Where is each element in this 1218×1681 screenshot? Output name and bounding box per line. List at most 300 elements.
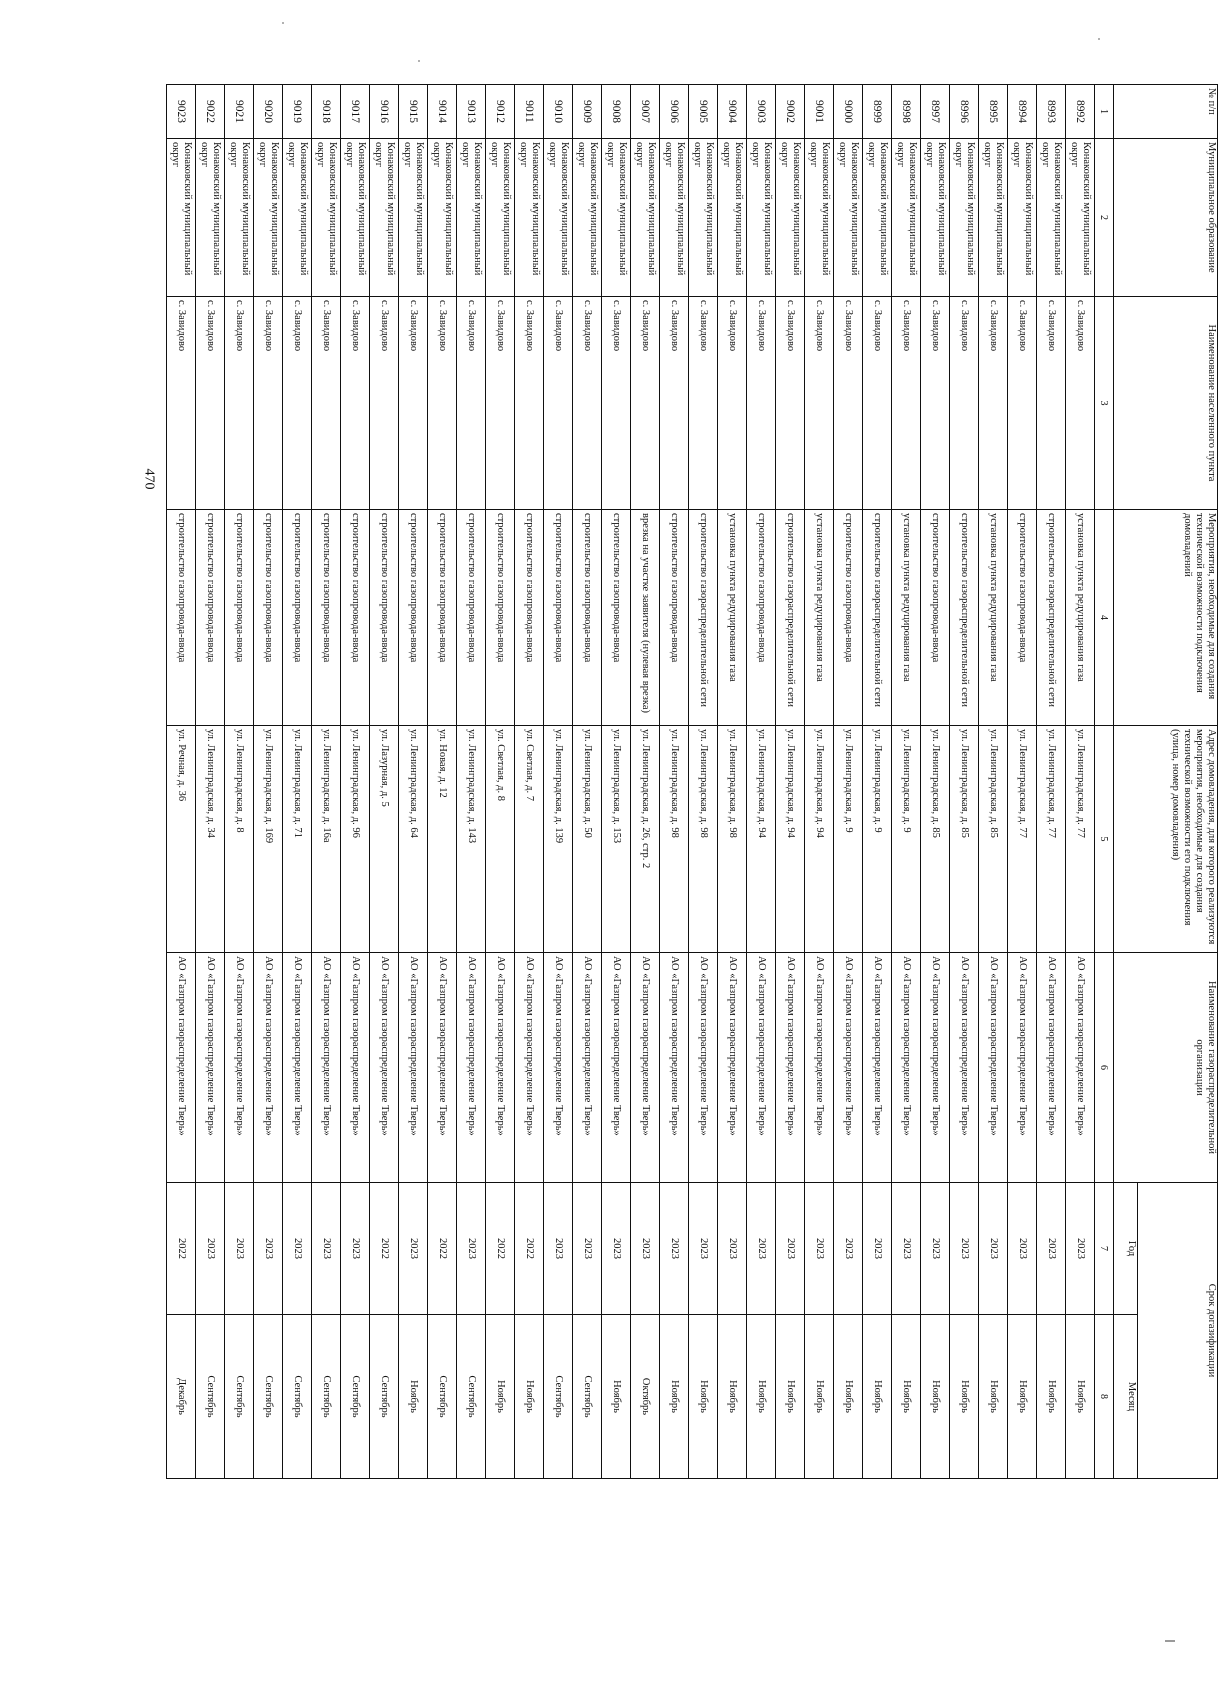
organization-cell: АО «Газпром газораспределение Тверь» — [167, 953, 196, 1183]
municipality-cell: Конаковский муниципальный округ — [428, 139, 457, 297]
address-cell: ул. Речная, д. 36 — [167, 726, 196, 953]
row-number-cell: 8992 — [1066, 85, 1095, 139]
table-row — [776, 85, 805, 1479]
municipality-cell: Конаковский муниципальный округ — [225, 139, 254, 297]
row-number-cell: 9013 — [457, 85, 486, 139]
month-cell: Ноябрь — [979, 1315, 1008, 1479]
month-cell: Ноябрь — [863, 1315, 892, 1479]
settlement-cell: с. Завидово — [167, 297, 196, 510]
address-cell: ул. Ленинградская, д. 34 — [196, 726, 225, 953]
settlement-cell: с. Завидово — [631, 297, 660, 510]
month-cell: Октябрь — [631, 1315, 660, 1479]
municipality-cell: Конаковский муниципальный округ — [370, 139, 399, 297]
measure-cell: строительство газопровода-ввода — [399, 510, 428, 726]
municipality-cell: Конаковский муниципальный округ — [457, 139, 486, 297]
settlement-cell: с. Завидово — [776, 297, 805, 510]
month-cell: Сентябрь — [312, 1315, 341, 1479]
scan-speck — [1098, 38, 1100, 40]
year-cell: 2023 — [573, 1183, 602, 1315]
month-cell: Сентябрь — [341, 1315, 370, 1479]
settlement-cell: с. Завидово — [457, 297, 486, 510]
table-row — [167, 85, 196, 1479]
measure-cell: строительство газопровода-ввода — [341, 510, 370, 726]
header-measures: Мероприятия, необходимые для создания технической возможности подключения домовладений — [1114, 510, 1218, 726]
header-month: Месяц — [1114, 1315, 1138, 1479]
municipality-cell: Конаковский муниципальный округ — [718, 139, 747, 297]
month-cell: Ноябрь — [1066, 1315, 1095, 1479]
table-row — [834, 85, 863, 1479]
municipality-cell: Конаковский муниципальный округ — [747, 139, 776, 297]
month-cell: Ноябрь — [834, 1315, 863, 1479]
address-cell: ул. Ленинградская, д. 143 — [457, 726, 486, 953]
organization-cell: АО «Газпром газораспределение Тверь» — [979, 953, 1008, 1183]
municipality-cell: Конаковский муниципальный округ — [515, 139, 544, 297]
month-cell: Сентябрь — [254, 1315, 283, 1479]
settlement-cell: с. Завидово — [747, 297, 776, 510]
table-row — [254, 85, 283, 1479]
month-cell: Ноябрь — [660, 1315, 689, 1479]
year-cell: 2023 — [196, 1183, 225, 1315]
year-cell: 2023 — [1008, 1183, 1037, 1315]
header-settlement: Наименование населенного пункта — [1114, 297, 1218, 510]
row-number-cell: 9014 — [428, 85, 457, 139]
measure-cell: строительство газопровода-ввода — [457, 510, 486, 726]
municipality-cell: Конаковский муниципальный округ — [689, 139, 718, 297]
municipality-cell: Конаковский муниципальный округ — [602, 139, 631, 297]
measure-cell: строительство газопровода-ввода — [921, 510, 950, 726]
gasification-table — [166, 84, 1218, 1479]
table-body — [167, 85, 1095, 1479]
measure-cell: строительство газопровода-ввода — [544, 510, 573, 726]
header-organization: Наименование газораспределительной организации — [1114, 953, 1218, 1183]
table-row — [370, 85, 399, 1479]
address-cell: ул. Ленинградская, д. 16а — [312, 726, 341, 953]
municipality-cell: Конаковский муниципальный округ — [573, 139, 602, 297]
year-cell: 2023 — [805, 1183, 834, 1315]
settlement-cell: с. Завидово — [689, 297, 718, 510]
settlement-cell: с. Завидово — [573, 297, 602, 510]
table-row — [283, 85, 312, 1479]
organization-cell: АО «Газпром газораспределение Тверь» — [283, 953, 312, 1183]
organization-cell: АО «Газпром газораспределение Тверь» — [863, 953, 892, 1183]
table-row — [1037, 85, 1066, 1479]
measure-cell: строительство газораспределительной сети — [689, 510, 718, 726]
measure-cell: врезка на участке заявителя (нулевая врезка) — [631, 510, 660, 726]
month-cell: Ноябрь — [747, 1315, 776, 1479]
table-row — [863, 85, 892, 1479]
municipality-cell: Конаковский муниципальный округ — [341, 139, 370, 297]
municipality-cell: Конаковский муниципальный округ — [254, 139, 283, 297]
table-row — [225, 85, 254, 1479]
column-number: 1 — [1095, 85, 1114, 139]
address-cell: ул. Ленинградская, д. 96 — [341, 726, 370, 953]
row-number-cell: 9002 — [776, 85, 805, 139]
address-cell: ул. Ленинградская, д. 153 — [602, 726, 631, 953]
year-cell: 2023 — [718, 1183, 747, 1315]
organization-cell: АО «Газпром газораспределение Тверь» — [225, 953, 254, 1183]
table-row — [979, 85, 1008, 1479]
address-cell: ул. Ленинградская, д. 98 — [718, 726, 747, 953]
table-row — [602, 85, 631, 1479]
settlement-cell: с. Завидово — [196, 297, 225, 510]
table-row — [457, 85, 486, 1479]
address-cell: ул. Ленинградская, д. 9 — [892, 726, 921, 953]
table-row — [399, 85, 428, 1479]
address-cell: ул. Ленинградская, д. 64 — [399, 726, 428, 953]
month-cell: Ноябрь — [399, 1315, 428, 1479]
year-cell: 2023 — [950, 1183, 979, 1315]
measure-cell: строительство газораспределительной сети — [776, 510, 805, 726]
municipality-cell: Конаковский муниципальный округ — [167, 139, 196, 297]
measure-cell: строительство газопровода-ввода — [225, 510, 254, 726]
row-number-cell: 9022 — [196, 85, 225, 139]
municipality-cell: Конаковский муниципальный округ — [399, 139, 428, 297]
measure-cell: строительство газопровода-ввода — [254, 510, 283, 726]
table-row — [1008, 85, 1037, 1479]
municipality-cell: Конаковский муниципальный округ — [1037, 139, 1066, 297]
measure-cell: строительство газопровода-ввода — [1008, 510, 1037, 726]
measure-cell: установка пункта редуцирования газа — [718, 510, 747, 726]
address-cell: ул. Ленинградская, д. 94 — [805, 726, 834, 953]
address-cell: ул. Новая, д. 12 — [428, 726, 457, 953]
month-cell: Ноябрь — [602, 1315, 631, 1479]
organization-cell: АО «Газпром газораспределение Тверь» — [834, 953, 863, 1183]
municipality-cell: Конаковский муниципальный округ — [196, 139, 225, 297]
month-cell: Ноябрь — [921, 1315, 950, 1479]
measure-cell: установка пункта редуцирования газа — [979, 510, 1008, 726]
header-year: Год — [1114, 1183, 1138, 1315]
settlement-cell: с. Завидово — [834, 297, 863, 510]
month-cell: Сентябрь — [225, 1315, 254, 1479]
organization-cell: АО «Газпром газораспределение Тверь» — [341, 953, 370, 1183]
settlement-cell: с. Завидово — [863, 297, 892, 510]
settlement-cell: с. Завидово — [283, 297, 312, 510]
header-number: № п/п — [1114, 85, 1218, 139]
row-number-cell: 9018 — [312, 85, 341, 139]
measure-cell: строительство газопровода-ввода — [660, 510, 689, 726]
table-row — [573, 85, 602, 1479]
year-cell: 2022 — [370, 1183, 399, 1315]
month-cell: Сентябрь — [283, 1315, 312, 1479]
measure-cell: строительство газопровода-ввода — [370, 510, 399, 726]
organization-cell: АО «Газпром газораспределение Тверь» — [776, 953, 805, 1183]
municipality-cell: Конаковский муниципальный округ — [486, 139, 515, 297]
measure-cell: строительство газораспределительной сети — [950, 510, 979, 726]
year-cell: 2023 — [312, 1183, 341, 1315]
settlement-cell: с. Завидово — [312, 297, 341, 510]
settlement-cell: с. Завидово — [544, 297, 573, 510]
row-number-cell: 8995 — [979, 85, 1008, 139]
column-number: 6 — [1095, 953, 1114, 1183]
row-number-cell: 9004 — [718, 85, 747, 139]
organization-cell: АО «Газпром газораспределение Тверь» — [196, 953, 225, 1183]
municipality-cell: Конаковский муниципальный округ — [834, 139, 863, 297]
row-number-cell: 8996 — [950, 85, 979, 139]
column-number: 3 — [1095, 297, 1114, 510]
organization-cell: АО «Газпром газораспределение Тверь» — [950, 953, 979, 1183]
rotated-sheet — [171, 84, 1218, 1478]
municipality-cell: Конаковский муниципальный округ — [1066, 139, 1095, 297]
year-cell: 2023 — [631, 1183, 660, 1315]
address-cell: ул. Ленинградская, д. 85 — [950, 726, 979, 953]
scan-speck — [1165, 1640, 1175, 1642]
month-cell: Сентябрь — [457, 1315, 486, 1479]
organization-cell: АО «Газпром газораспределение Тверь» — [689, 953, 718, 1183]
year-cell: 2023 — [776, 1183, 805, 1315]
table-row — [515, 85, 544, 1479]
table-row — [486, 85, 515, 1479]
organization-cell: АО «Газпром газораспределение Тверь» — [631, 953, 660, 1183]
year-cell: 2022 — [515, 1183, 544, 1315]
organization-cell: АО «Газпром газораспределение Тверь» — [805, 953, 834, 1183]
header-address: Адрес домовладения, для которого реализуются мероприятия, необходимые для создания технической возможности его подключения (улица, номер домовладения) — [1114, 726, 1218, 953]
measure-cell: строительство газопровода-ввода — [602, 510, 631, 726]
address-cell: ул. Светлая, д. 8 — [486, 726, 515, 953]
row-number-cell: 8993 — [1037, 85, 1066, 139]
municipality-cell: Конаковский муниципальный округ — [892, 139, 921, 297]
row-number-cell: 9010 — [544, 85, 573, 139]
municipality-cell: Конаковский муниципальный округ — [805, 139, 834, 297]
address-cell: ул. Ленинградская, д. 71 — [283, 726, 312, 953]
table-row — [950, 85, 979, 1479]
organization-cell: АО «Газпром газораспределение Тверь» — [921, 953, 950, 1183]
settlement-cell: с. Завидово — [486, 297, 515, 510]
settlement-cell: с. Завидово — [1066, 297, 1095, 510]
column-number: 7 — [1095, 1183, 1114, 1315]
table-row — [689, 85, 718, 1479]
table-row — [544, 85, 573, 1479]
address-cell: ул. Ленинградская, д. 77 — [1066, 726, 1095, 953]
address-cell: ул. Лазурная, д. 5 — [370, 726, 399, 953]
month-cell: Ноябрь — [892, 1315, 921, 1479]
scan-speck — [418, 60, 420, 62]
month-cell: Сентябрь — [428, 1315, 457, 1479]
measure-cell: строительство газопровода-ввода — [486, 510, 515, 726]
settlement-cell: с. Завидово — [428, 297, 457, 510]
year-cell: 2023 — [892, 1183, 921, 1315]
municipality-cell: Конаковский муниципальный округ — [312, 139, 341, 297]
month-cell: Ноябрь — [950, 1315, 979, 1479]
header-municipality: Муниципальное образование — [1114, 139, 1218, 297]
measure-cell: строительство газопровода-ввода — [196, 510, 225, 726]
organization-cell: АО «Газпром газораспределение Тверь» — [660, 953, 689, 1183]
table-row — [747, 85, 776, 1479]
address-cell: ул. Ленинградская, д. 85 — [921, 726, 950, 953]
organization-cell: АО «Газпром газораспределение Тверь» — [747, 953, 776, 1183]
column-number: 5 — [1095, 726, 1114, 953]
month-cell: Ноябрь — [486, 1315, 515, 1479]
measure-cell: строительство газораспределительной сети — [1037, 510, 1066, 726]
table-row — [892, 85, 921, 1479]
row-number-cell: 9015 — [399, 85, 428, 139]
address-cell: ул. Ленинградская, д. 77 — [1037, 726, 1066, 953]
row-number-cell: 9005 — [689, 85, 718, 139]
address-cell: ул. Ленинградская, д. 169 — [254, 726, 283, 953]
month-cell: Ноябрь — [776, 1315, 805, 1479]
organization-cell: АО «Газпром газораспределение Тверь» — [1037, 953, 1066, 1183]
address-cell: ул. Ленинградская, д. 77 — [1008, 726, 1037, 953]
table-row — [312, 85, 341, 1479]
organization-cell: АО «Газпром газораспределение Тверь» — [602, 953, 631, 1183]
address-cell: ул. Ленинградская, д. 9 — [834, 726, 863, 953]
row-number-cell: 9009 — [573, 85, 602, 139]
organization-cell: АО «Газпром газораспределение Тверь» — [457, 953, 486, 1183]
organization-cell: АО «Газпром газораспределение Тверь» — [1008, 953, 1037, 1183]
month-cell: Сентябрь — [544, 1315, 573, 1479]
column-number: 2 — [1095, 139, 1114, 297]
municipality-cell: Конаковский муниципальный округ — [283, 139, 312, 297]
month-cell: Декабрь — [167, 1315, 196, 1479]
settlement-cell: с. Завидово — [225, 297, 254, 510]
year-cell: 2022 — [167, 1183, 196, 1315]
table-row — [631, 85, 660, 1479]
measure-cell: строительство газопровода-ввода — [747, 510, 776, 726]
municipality-cell: Конаковский муниципальный округ — [979, 139, 1008, 297]
organization-cell: АО «Газпром газораспределение Тверь» — [399, 953, 428, 1183]
row-number-cell: 9021 — [225, 85, 254, 139]
row-number-cell: 9006 — [660, 85, 689, 139]
table-row — [921, 85, 950, 1479]
row-number-cell: 9007 — [631, 85, 660, 139]
municipality-cell: Конаковский муниципальный округ — [950, 139, 979, 297]
row-number-cell: 8997 — [921, 85, 950, 139]
address-cell: ул. Ленинградская, д. 98 — [689, 726, 718, 953]
month-cell: Ноябрь — [805, 1315, 834, 1479]
year-cell: 2023 — [863, 1183, 892, 1315]
table-row — [428, 85, 457, 1479]
row-number-cell: 8999 — [863, 85, 892, 139]
column-number: 4 — [1095, 510, 1114, 726]
month-cell: Сентябрь — [573, 1315, 602, 1479]
settlement-cell: с. Завидово — [660, 297, 689, 510]
settlement-cell: с. Завидово — [515, 297, 544, 510]
year-cell: 2023 — [283, 1183, 312, 1315]
settlement-cell: с. Завидово — [1008, 297, 1037, 510]
row-number-cell: 9008 — [602, 85, 631, 139]
row-number-cell: 9019 — [283, 85, 312, 139]
settlement-cell: с. Завидово — [254, 297, 283, 510]
municipality-cell: Конаковский муниципальный округ — [863, 139, 892, 297]
measure-cell: строительство газопровода-ввода — [834, 510, 863, 726]
year-cell: 2023 — [689, 1183, 718, 1315]
table-row — [1066, 85, 1095, 1479]
organization-cell: АО «Газпром газораспределение Тверь» — [892, 953, 921, 1183]
table-row — [660, 85, 689, 1479]
address-cell: ул. Светлая, д. 7 — [515, 726, 544, 953]
measure-cell: установка пункта редуцирования газа — [1066, 510, 1095, 726]
settlement-cell: с. Завидово — [950, 297, 979, 510]
month-cell: Ноябрь — [1037, 1315, 1066, 1479]
row-number-cell: 9017 — [341, 85, 370, 139]
table-row — [805, 85, 834, 1479]
measure-cell: строительство газопровода-ввода — [312, 510, 341, 726]
row-number-cell: 8994 — [1008, 85, 1037, 139]
settlement-cell: с. Завидово — [805, 297, 834, 510]
column-number: 8 — [1095, 1315, 1114, 1479]
settlement-cell: с. Завидово — [341, 297, 370, 510]
settlement-cell: с. Завидово — [1037, 297, 1066, 510]
year-cell: 2023 — [660, 1183, 689, 1315]
table-row — [341, 85, 370, 1479]
organization-cell: АО «Газпром газораспределение Тверь» — [718, 953, 747, 1183]
settlement-cell: с. Завидово — [921, 297, 950, 510]
year-cell: 2023 — [602, 1183, 631, 1315]
year-cell: 2023 — [341, 1183, 370, 1315]
municipality-cell: Конаковский муниципальный округ — [544, 139, 573, 297]
year-cell: 2023 — [544, 1183, 573, 1315]
organization-cell: АО «Газпром газораспределение Тверь» — [486, 953, 515, 1183]
municipality-cell: Конаковский муниципальный округ — [1008, 139, 1037, 297]
address-cell: ул. Ленинградская, д. 9 — [863, 726, 892, 953]
row-number-cell: 9012 — [486, 85, 515, 139]
page-number: 470 — [141, 468, 157, 490]
settlement-cell: с. Завидово — [370, 297, 399, 510]
organization-cell: АО «Газпром газораспределение Тверь» — [428, 953, 457, 1183]
settlement-cell: с. Завидово — [399, 297, 428, 510]
organization-cell: АО «Газпром газораспределение Тверь» — [312, 953, 341, 1183]
column-number-row — [1095, 85, 1114, 1479]
municipality-cell: Конаковский муниципальный округ — [631, 139, 660, 297]
measure-cell: строительство газопровода-ввода — [428, 510, 457, 726]
row-number-cell: 9016 — [370, 85, 399, 139]
year-cell: 2023 — [747, 1183, 776, 1315]
municipality-cell: Конаковский муниципальный округ — [660, 139, 689, 297]
year-cell: 2023 — [1037, 1183, 1066, 1315]
month-cell: Ноябрь — [1008, 1315, 1037, 1479]
address-cell: ул. Ленинградская, д. 50 — [573, 726, 602, 953]
year-cell: 2023 — [979, 1183, 1008, 1315]
organization-cell: АО «Газпром газораспределение Тверь» — [370, 953, 399, 1183]
measure-cell: строительство газопровода-ввода — [515, 510, 544, 726]
row-number-cell: 9000 — [834, 85, 863, 139]
address-cell: ул. Ленинградская, д. 94 — [776, 726, 805, 953]
measure-cell: строительство газораспределительной сети — [863, 510, 892, 726]
year-cell: 2022 — [428, 1183, 457, 1315]
year-cell: 2023 — [921, 1183, 950, 1315]
address-cell: ул. Ленинградская, д. 94 — [747, 726, 776, 953]
table-row — [196, 85, 225, 1479]
row-number-cell: 9023 — [167, 85, 196, 139]
settlement-cell: с. Завидово — [892, 297, 921, 510]
month-cell: Ноябрь — [718, 1315, 747, 1479]
measure-cell: строительство газопровода-ввода — [283, 510, 312, 726]
organization-cell: АО «Газпром газораспределение Тверь» — [573, 953, 602, 1183]
year-cell: 2022 — [486, 1183, 515, 1315]
address-cell: ул. Ленинградская, д. 98 — [660, 726, 689, 953]
organization-cell: АО «Газпром газораспределение Тверь» — [1066, 953, 1095, 1183]
row-number-cell: 9003 — [747, 85, 776, 139]
month-cell: Сентябрь — [370, 1315, 399, 1479]
month-cell: Ноябрь — [689, 1315, 718, 1479]
measure-cell: строительство газопровода-ввода — [573, 510, 602, 726]
municipality-cell: Конаковский муниципальный округ — [921, 139, 950, 297]
settlement-cell: с. Завидово — [602, 297, 631, 510]
row-number-cell: 8998 — [892, 85, 921, 139]
settlement-cell: с. Завидово — [979, 297, 1008, 510]
address-cell: ул. Ленинградская, д. 26, стр. 2 — [631, 726, 660, 953]
year-cell: 2023 — [399, 1183, 428, 1315]
row-number-cell: 9001 — [805, 85, 834, 139]
measure-cell: установка пункта редуцирования газа — [892, 510, 921, 726]
organization-cell: АО «Газпром газораспределение Тверь» — [515, 953, 544, 1183]
scan-speck — [282, 22, 284, 24]
year-cell: 2023 — [225, 1183, 254, 1315]
address-cell: ул. Ленинградская, д. 8 — [225, 726, 254, 953]
organization-cell: АО «Газпром газораспределение Тверь» — [544, 953, 573, 1183]
address-cell: ул. Ленинградская, д. 139 — [544, 726, 573, 953]
year-cell: 2023 — [1066, 1183, 1095, 1315]
organization-cell: АО «Газпром газораспределение Тверь» — [254, 953, 283, 1183]
